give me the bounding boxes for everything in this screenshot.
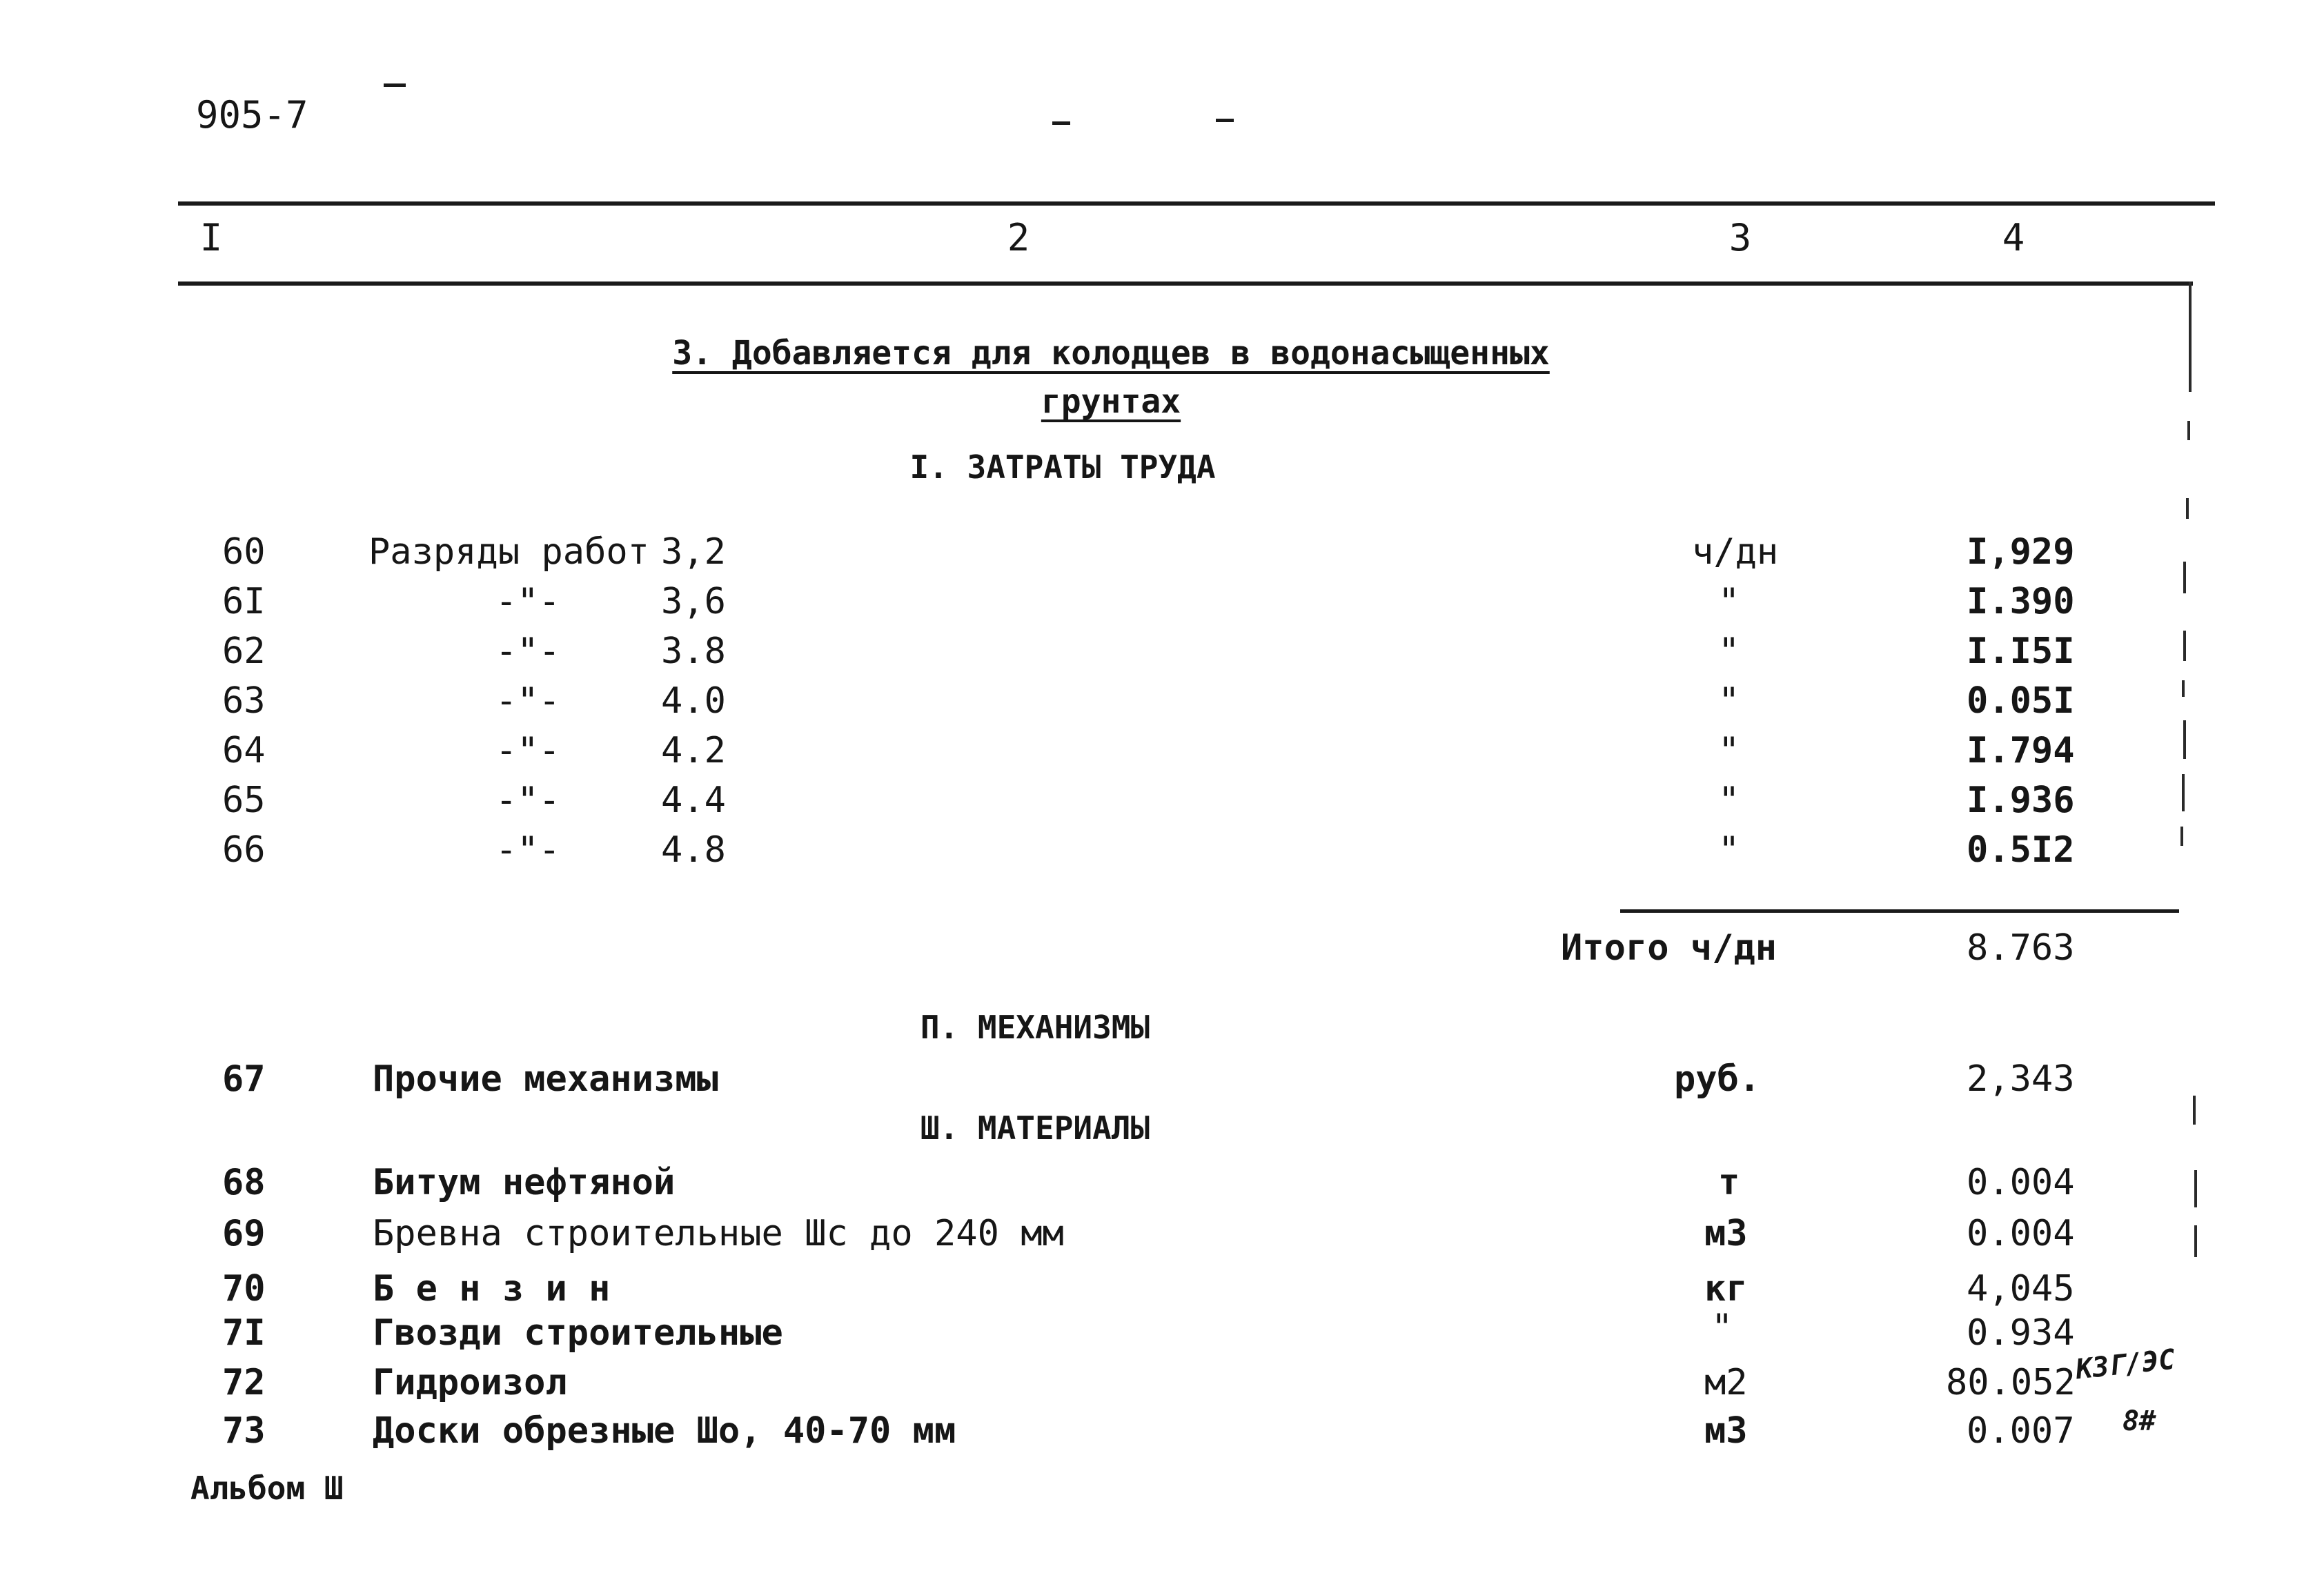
materials-heading: Ш. МАТЕРИАЛЫ [920, 1109, 1150, 1147]
scan-mark [384, 83, 406, 87]
row-name: Гвозди строительные [373, 1312, 783, 1354]
margin-mark [2186, 498, 2189, 519]
row-unit: " [1718, 829, 1740, 871]
row-number: 65 [222, 780, 266, 821]
section-title-line1: 3. Добавляется для колодцев в водонасыщенных [672, 334, 1550, 373]
row-number: 68 [222, 1162, 266, 1203]
mechanisms-heading: П. МЕХАНИЗМЫ [920, 1009, 1150, 1046]
row-number: 70 [222, 1268, 266, 1310]
row-name: -"- [495, 631, 560, 672]
row-value: 0.007 [1967, 1410, 2075, 1452]
row-unit: м2 [1704, 1362, 1748, 1403]
row-grade: 4.0 [661, 680, 726, 722]
row-number: 7I [222, 1312, 266, 1354]
row-unit: " [1718, 680, 1740, 722]
row-unit: м3 [1704, 1213, 1748, 1254]
row-number: 67 [222, 1058, 266, 1100]
margin-mark [2187, 421, 2190, 440]
row-unit: руб. [1674, 1058, 1761, 1100]
handwritten-note: КЗГ/ЭС [2074, 1343, 2177, 1386]
row-unit: " [1718, 631, 1740, 672]
row-unit: ч/дн [1692, 531, 1779, 573]
row-value: 2,343 [1967, 1058, 2075, 1100]
row-grade: 4.8 [661, 829, 726, 871]
row-name: -"- [495, 581, 560, 622]
row-value: 0.004 [1967, 1162, 2075, 1203]
row-name: Разряды работ [368, 531, 649, 573]
scan-mark [1216, 119, 1234, 122]
row-unit: м3 [1704, 1410, 1748, 1452]
margin-mark [2183, 562, 2186, 593]
row-name: -"- [495, 829, 560, 871]
row-number: 6I [222, 581, 266, 622]
row-number: 60 [222, 531, 266, 573]
row-unit: " [1718, 780, 1740, 821]
row-unit: " [1718, 581, 1740, 622]
margin-mark [2194, 1170, 2197, 1207]
row-grade: 3,6 [661, 581, 726, 622]
row-name: Гидроизол [373, 1362, 567, 1403]
row-value: I.I5I [1967, 631, 2075, 672]
column-header-2: 2 [1007, 216, 1030, 259]
total-label: Итого ч/дн [1561, 927, 1778, 969]
row-name: Б е н з и н [373, 1268, 611, 1310]
margin-mark [2183, 631, 2186, 661]
row-name: -"- [495, 680, 560, 722]
column-header-3: 3 [1729, 216, 1752, 259]
row-value: I.390 [1967, 581, 2075, 622]
row-value: 0.004 [1967, 1213, 2075, 1254]
total-value: 8.763 [1967, 927, 2075, 969]
row-name: Бревна строительные Шс до 240 мм [373, 1213, 1064, 1254]
row-number: 72 [222, 1362, 266, 1403]
row-value: 0.05I [1967, 680, 2075, 722]
row-unit: т [1718, 1162, 1740, 1203]
margin-mark [2182, 774, 2185, 811]
column-header-4: 4 [2002, 216, 2025, 259]
row-value: I,929 [1967, 531, 2075, 573]
margin-mark [2183, 720, 2186, 759]
section-title-line2: грунтах [1041, 382, 1181, 421]
row-unit: " [1718, 730, 1740, 771]
row-name: -"- [495, 730, 560, 771]
row-name: -"- [495, 780, 560, 821]
total-rule [1620, 909, 2179, 913]
row-number: 69 [222, 1213, 266, 1254]
row-unit: " [1711, 1307, 1733, 1348]
row-value: 0.5I2 [1967, 829, 2075, 871]
row-number: 66 [222, 829, 266, 871]
document-code: 905-7 [196, 93, 308, 137]
row-name: Прочие механизмы [373, 1058, 718, 1100]
row-value: 0.934 [1967, 1312, 2075, 1354]
labor-heading: I. ЗАТРАТЫ ТРУДА [909, 448, 1216, 486]
margin-mark [2180, 827, 2183, 846]
row-unit: кг [1704, 1268, 1748, 1310]
column-header-1: I [199, 216, 223, 259]
row-grade: 4.2 [661, 730, 726, 771]
row-number: 73 [222, 1410, 266, 1452]
row-value: 80.052 [1946, 1362, 2076, 1403]
row-value: I.794 [1967, 730, 2075, 771]
margin-mark [2182, 680, 2185, 697]
row-grade: 4.4 [661, 780, 726, 821]
scan-mark [1052, 121, 1070, 125]
row-name: Битум нефтяной [373, 1162, 676, 1203]
row-number: 63 [222, 680, 266, 722]
row-number: 64 [222, 730, 266, 771]
row-number: 62 [222, 631, 266, 672]
row-grade: 3,2 [661, 531, 726, 573]
margin-mark [2194, 1225, 2197, 1257]
handwritten-mark: 8# [2123, 1405, 2156, 1437]
header-bottom-rule [178, 281, 2193, 286]
header-top-rule [178, 201, 2215, 206]
table-right-border [2189, 281, 2192, 392]
row-name: Доски обрезные Шо, 40-70 мм [373, 1410, 956, 1452]
row-value: 4,045 [1967, 1268, 2075, 1310]
row-value: I.936 [1967, 780, 2075, 821]
row-grade: 3.8 [661, 631, 726, 672]
footer-album: Альбом Ш [190, 1470, 344, 1507]
margin-mark [2193, 1096, 2196, 1125]
